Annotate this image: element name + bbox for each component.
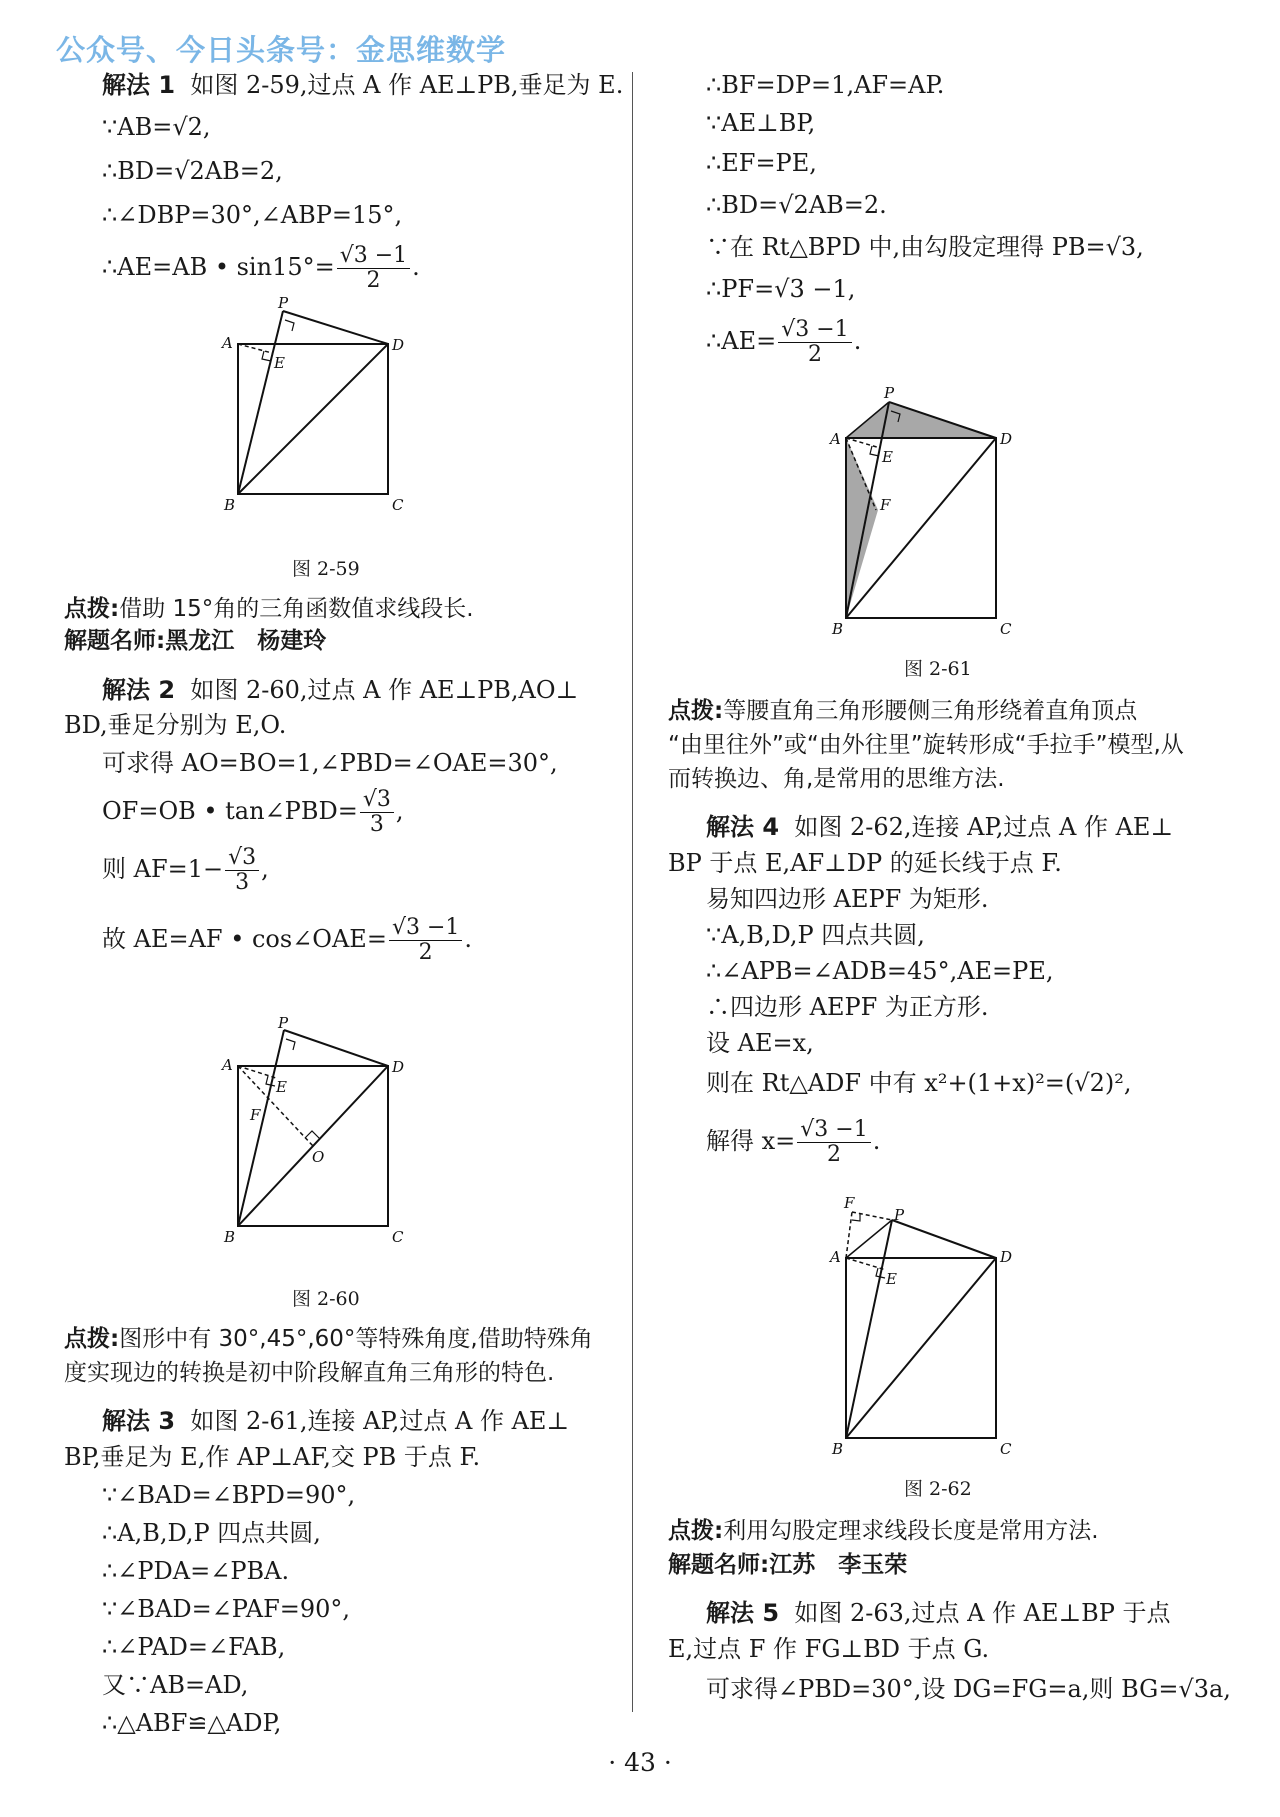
method4-line-4: ∴四边形 AEPF 为正方形.: [706, 993, 989, 1021]
method3-line-4: ∵∠BAD=∠PAF=90°,: [102, 1595, 351, 1623]
method3-tip-cont: “由里往外”或“由外往里”旋转形成“手拉手”模型,从: [668, 732, 1184, 758]
right-angle-mark-p: [285, 320, 294, 331]
method3-heading-cont: BP,垂足为 E,作 AP⊥AF,交 PB 于点 F.: [64, 1443, 481, 1471]
method3-tip: 点拨:等腰直角三角形腰侧三角形绕着直角顶点: [668, 698, 1138, 724]
fraction: $\frac{√3 -1}{2}$: [337, 244, 410, 293]
label-d: D: [392, 1058, 405, 1076]
label-d: D: [1000, 430, 1013, 448]
method1-line-4: ∴AE=AB • sin15°= $\frac{√3 -1}{2}$ .: [102, 243, 420, 293]
segment-pd: [283, 311, 388, 344]
figure-2-61: [830, 384, 1094, 690]
method4-line-1: 易知四边形 AEPF 为矩形.: [706, 885, 989, 913]
figure-2-59: [222, 294, 488, 576]
method3-line-7: ∴△ABF≌△ADP,: [102, 1709, 282, 1737]
segment-fp-dashed: [852, 1212, 892, 1220]
label-p: P: [894, 1206, 905, 1224]
method4-line-6: 则在 Rt△ADF 中有 x²+(1+x)²=(√2)²,: [706, 1069, 1132, 1097]
label-b: B: [224, 496, 236, 514]
label-e: E: [276, 1078, 287, 1096]
watermark: 公众号、今日头条号：金思维数学: [56, 33, 507, 67]
label-d: D: [1000, 1248, 1013, 1266]
method5-heading-cont: E,过点 F 作 FG⊥BD 于点 G.: [668, 1635, 990, 1663]
method3-cont-line-6: ∴PF=√3 −1,: [706, 275, 856, 303]
segment-ae-dashed: [846, 438, 880, 448]
method3-line-3: ∴∠PDA=∠PBA.: [102, 1557, 290, 1585]
method4-line-2: ∵A,B,D,P 四点共圆,: [706, 921, 925, 949]
right-angle-mark-o: [305, 1131, 320, 1139]
label-e: E: [274, 354, 285, 372]
method1-tip: 点拨:借助 15°角的三角函数值求线段长.: [64, 596, 474, 622]
label-c: C: [1000, 620, 1012, 638]
method4-line-5: 设 AE=x,: [706, 1029, 814, 1057]
segment-pd: [284, 1030, 388, 1066]
label-f: F: [880, 496, 891, 514]
method1-line-1: ∵AB=√2,: [102, 113, 211, 141]
label-c: C: [1000, 1440, 1012, 1458]
method5-line-1: 可求得∠PBD=30°,设 DG=FG=a,则 BG=√3a,: [706, 1675, 1231, 1703]
method4-heading: 解法 4 如图 2-62,连接 AP,过点 A 作 AE⊥: [706, 813, 1174, 841]
figure-caption-2-62: 图 2-62: [904, 1478, 972, 1500]
label-e: E: [882, 448, 893, 466]
figure-caption-2-59: 图 2-59: [292, 558, 360, 580]
fraction: $\frac{√3 -1}{2}$: [778, 318, 851, 367]
fraction: $\frac{√3}{3}$: [225, 846, 259, 895]
method3-cont-line-4: ∴BD=√2AB=2.: [706, 191, 887, 219]
label-e: E: [886, 1270, 897, 1288]
method3-cont-line-1: ∴BF=DP=1,AF=AP.: [706, 71, 945, 99]
method3-cont-line-5: ∵在 Rt△BPD 中,由勾股定理得 PB=√3,: [706, 233, 1144, 261]
label-p: P: [278, 1014, 289, 1032]
label-a: A: [222, 334, 233, 352]
method3-line-1: ∵∠BAD=∠BPD=90°,: [102, 1481, 356, 1509]
method3-line-6: 又∵AB=AD,: [102, 1671, 249, 1699]
method3-tip-cont-2: 而转换边、角,是常用的思维方法.: [668, 766, 1005, 792]
method4-teacher: 解题名师:江苏 李玉荣: [668, 1552, 908, 1578]
method3-line-2: ∴A,B,D,P 四点共圆,: [102, 1519, 321, 1547]
label-f: F: [250, 1106, 261, 1124]
diagonal-bd: [238, 344, 388, 494]
label-b: B: [832, 1440, 844, 1458]
method1-teacher: 解题名师:黑龙江 杨建玲: [64, 628, 327, 654]
fraction: $\frac{√3 -1}{2}$: [797, 1118, 870, 1167]
method3-cont-line-2: ∵AE⊥BP,: [706, 109, 816, 137]
segment-ae-dashed: [846, 1258, 886, 1270]
method3-line-5: ∴∠PAD=∠FAB,: [102, 1633, 286, 1661]
diagonal-bd: [846, 1258, 996, 1438]
segment-bp: [238, 1030, 284, 1226]
method3-heading: 解法 3 如图 2-61,连接 AP,过点 A 作 AE⊥: [102, 1407, 570, 1435]
label-b: B: [832, 620, 844, 638]
label-c: C: [392, 1228, 404, 1246]
method2-tip-cont: 度实现边的转换是初中阶段解直角三角形的特色.: [64, 1360, 555, 1386]
figure-2-62: [830, 1190, 1094, 1490]
method4-tip: 点拨:利用勾股定理求线段长度是常用方法.: [668, 1518, 1099, 1544]
method4-line-3: ∴∠APB=∠ADB=45°,AE=PE,: [706, 957, 1054, 985]
label-c: C: [392, 496, 404, 514]
method3-cont-line-3: ∴EF=PE,: [706, 149, 817, 177]
page-number: · 43 ·: [608, 1748, 672, 1777]
fraction: $\frac{√3}{3}$: [360, 788, 394, 837]
method2-line-1: 可求得 AO=BO=1,∠PBD=∠OAE=30°,: [102, 749, 558, 777]
method4-line-7: 解得 x= $\frac{√3 -1}{2}$ .: [706, 1117, 881, 1167]
segment-bp: [238, 311, 283, 494]
method2-tip: 点拨:图形中有 30°,45°,60°等特殊角度,借助特殊角: [64, 1326, 593, 1352]
label-a: A: [830, 1248, 841, 1266]
method1-line-3: ∴∠DBP=30°,∠ABP=15°,: [102, 201, 403, 229]
label-o: O: [312, 1148, 325, 1166]
segment-ae-dashed: [238, 344, 272, 353]
figure-caption-2-61: 图 2-61: [904, 658, 972, 680]
label-d: D: [392, 336, 405, 354]
label-f: F: [844, 1194, 855, 1212]
method2-heading: 解法 2 如图 2-60,过点 A 作 AE⊥PB,AO⊥: [102, 676, 579, 704]
figure-2-60: [222, 1014, 488, 1306]
method2-line-3: 则 AF=1− $\frac{√3}{3}$ ,: [102, 845, 269, 895]
label-p: P: [884, 384, 895, 402]
fraction: $\frac{√3 -1}{2}$: [389, 916, 462, 965]
right-angle-mark-p: [286, 1039, 295, 1050]
label-a: A: [830, 430, 841, 448]
right-angle-mark-e: [262, 351, 271, 361]
method1-line-2: ∴BD=√2AB=2,: [102, 157, 283, 185]
method5-heading: 解法 5 如图 2-63,过点 A 作 AE⊥BP 于点: [706, 1599, 1171, 1627]
method2-line-2: OF=OB • tan∠PBD= $\frac{√3}{3}$ ,: [102, 787, 404, 837]
method4-heading-cont: BP 于点 E,AF⊥DP 的延长线于点 F.: [668, 849, 1062, 877]
figure-caption-2-60: 图 2-60: [292, 1288, 360, 1310]
method2-heading-cont: BD,垂足分别为 E,O.: [64, 711, 287, 739]
column-divider: [632, 72, 633, 1712]
label-b: B: [224, 1228, 236, 1246]
label-p: P: [278, 294, 289, 312]
segment-af-dashed: [846, 1212, 852, 1258]
method3-cont-line-7: ∴AE= $\frac{√3 -1}{2}$ .: [706, 317, 862, 367]
segment-pd: [892, 1220, 996, 1258]
method2-line-4: 故 AE=AF • cos∠OAE= $\frac{√3 -1}{2}$ .: [102, 915, 473, 965]
label-a: A: [222, 1056, 233, 1074]
method1-heading: 解法 1 如图 2-59,过点 A 作 AE⊥PB,垂足为 E.: [102, 71, 624, 99]
right-angle-mark-f: [852, 1213, 860, 1221]
